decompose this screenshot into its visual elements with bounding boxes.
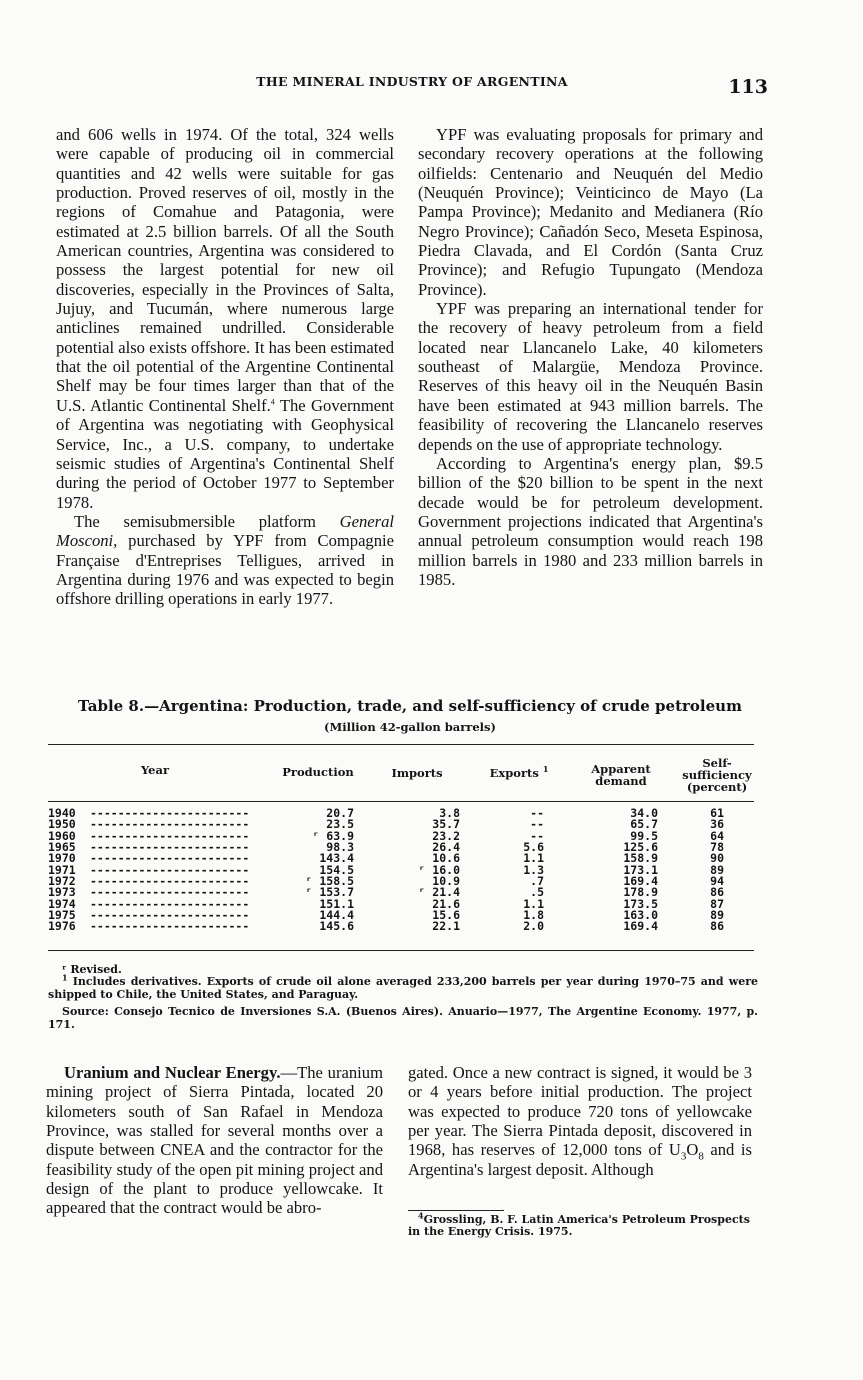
cell-imports: ʳ 16.0 bbox=[418, 862, 460, 877]
running-header-title: THE MINERAL INDUSTRY OF ARGENTINA bbox=[256, 74, 568, 89]
col-header-exports bbox=[478, 764, 560, 780]
note-text: Revised. bbox=[66, 963, 122, 976]
leader-dots: ----------------------- bbox=[90, 887, 250, 899]
cell-exports: 1.1 bbox=[523, 851, 544, 866]
leader-dots: ----------------------- bbox=[90, 819, 250, 831]
col-header-line: (percent) bbox=[686, 780, 748, 794]
top-right-column bbox=[418, 125, 763, 589]
cell-demand: 65.7 bbox=[630, 817, 658, 832]
page-number: 113 bbox=[728, 76, 768, 98]
note-mark: 1 bbox=[62, 972, 68, 983]
leader-dots: ----------------------- bbox=[90, 830, 250, 843]
paragraph bbox=[46, 1063, 383, 1218]
footnote-ref: 1 bbox=[542, 764, 549, 775]
cell-exports: 1.1 bbox=[523, 896, 544, 911]
table-title: Table 8.—Argentina: Production, trade, and self-sufficiency of crude petroleum bbox=[78, 697, 742, 715]
cell-self: 86 bbox=[710, 885, 724, 900]
cell-self: 86 bbox=[710, 919, 724, 934]
cell-imports: 35.7 bbox=[432, 817, 460, 832]
cell-demand: 163.0 bbox=[623, 908, 658, 923]
cell-exports: -- bbox=[530, 828, 544, 843]
cell-imports: ʳ 21.4 bbox=[418, 885, 460, 900]
paragraph-text: and 606 wells in 1974. Of the total, 324 wells were capable of producing oil in commercial quantities and 42 wells were suitable for gas production. Proved reserves of oil, mostly in the regions of Comahue and Patagonia, were estimated at 2.5 billion barrels. Of all the South American countries, Argentina was considered to possess the largest potential for new oil discoveries, especially in the Provinces of Salta, Jujuy, and Tucumán, where numerous large anticlines remained undrilled. Considerable potential also exists offshore. It has been estimated that the oil potential of the Argentine Continental Shelf may be four times larger than that of the U.S. Atlantic Continental Shelf. bbox=[56, 125, 394, 415]
production-table bbox=[48, 808, 754, 933]
cell-exports: .5 bbox=[530, 885, 544, 900]
paragraph-text: purchased by YPF from Compagnie Française d'Entreprises Telligues, arrived in Argentina during 1976 and was expected to begin offshore drilling operations in early 1977. bbox=[56, 531, 394, 609]
cell-demand: 34.0 bbox=[630, 806, 658, 820]
paragraph bbox=[408, 1063, 752, 1179]
page-footnote bbox=[408, 1210, 753, 1239]
col-header-exports-label: Exports bbox=[489, 766, 539, 780]
col-header-year: Year bbox=[140, 763, 170, 777]
table-subtitle: (Million 42-gallon barrels) bbox=[324, 720, 496, 734]
col-header-imports: Imports bbox=[391, 766, 443, 780]
cell-self: 64 bbox=[710, 828, 724, 843]
cell-imports: 23.2 bbox=[432, 828, 460, 843]
cell-exports: .7 bbox=[530, 874, 544, 889]
cell-imports: 15.6 bbox=[432, 908, 460, 923]
leader-dots: ----------------------- bbox=[90, 853, 250, 865]
footnote-text: Grossling, B. F. Latin America's Petroleum Prospects in the Energy Crisis. 1975. bbox=[408, 1213, 750, 1239]
cell-production: 143.4 bbox=[319, 851, 354, 866]
cell-self: 36 bbox=[710, 817, 724, 832]
table-top-rule bbox=[48, 744, 754, 745]
note-1 bbox=[48, 972, 758, 1001]
cell-demand: 158.9 bbox=[623, 851, 658, 866]
paragraph bbox=[56, 512, 394, 609]
col-header-line: Apparent bbox=[591, 762, 651, 776]
footnote-ref: 4 bbox=[270, 397, 275, 407]
table-source: Source: Consejo Tecnico de Inversiones S.A. (Buenos Aires). Anuario—1977, The Argentine Economy. 1977, p. 171. bbox=[48, 1005, 758, 1031]
subscript: 8 bbox=[698, 1150, 704, 1163]
cell-year: 1974 bbox=[48, 896, 76, 911]
note-text: Includes derivatives. Exports of crude oil alone averaged 233,200 barrels per year during 1970–75 and were shipped to Chile, the United States, and Paraguay. bbox=[48, 975, 758, 1001]
cell-self: 94 bbox=[710, 874, 724, 889]
cell-year: 1970 bbox=[48, 851, 76, 866]
cell-self: 87 bbox=[710, 896, 724, 911]
section-heading: Uranium and Nuclear Energy. bbox=[64, 1063, 281, 1082]
cell-year: 1973 bbox=[48, 885, 76, 900]
cell-exports: -- bbox=[530, 806, 544, 820]
cell-year: 1975 bbox=[48, 908, 76, 923]
paragraph: YPF was evaluating proposals for primary and secondary recovery operations at the following oilfields: Centenario and Neuquén del Medio (Neuquén Province); Veinticinco de Mayo (La Pampa Province); Medanito and Medianera (Río Negro Province); Cañadón Seco, Meseta Espinosa, Piedra Clavada, and El Cordón (Santa Cruz Province); and Refugio Tupungato (Mendoza Province). bbox=[418, 125, 763, 299]
cell-demand: 173.5 bbox=[623, 896, 658, 911]
paragraph-text: O bbox=[686, 1140, 699, 1160]
cell-imports: 3.8 bbox=[439, 806, 460, 820]
paragraph-text: gated. Once a new contract is signed, it would be 3 or 4 years before initial production. The project was expected to produce 720 tons of yellowcake per year. The Sierra Pintada deposit, discovered in 1968, has reserves of 12,000 tons of U bbox=[408, 1063, 752, 1160]
leader-dots: ----------------------- bbox=[90, 910, 250, 922]
cell-production: 145.6 bbox=[319, 919, 354, 934]
paragraph: YPF was preparing an international tender for the recovery of heavy petroleum from a field located near Llancanelo Lake, 40 kilometers southeast of Malargüe, Mendoza Province. Reserves of this heavy oil in the Neuquén Basin have been estimated at 943 million barrels. The feasibility of recovering the Llancanelo reserves depends on the use of appropriate technology. bbox=[418, 299, 763, 454]
cell-demand: 169.4 bbox=[623, 874, 658, 889]
leader-dots: ----------------------- bbox=[90, 921, 250, 933]
cell-production: ʳ 153.7 bbox=[305, 885, 354, 900]
cell-exports: 5.6 bbox=[523, 840, 544, 855]
cell-exports: -- bbox=[530, 817, 544, 832]
leader-dots: ----------------------- bbox=[90, 808, 250, 820]
cell-production: 144.4 bbox=[319, 908, 354, 923]
cell-self: 89 bbox=[710, 908, 724, 923]
leader-dots: ----------------------- bbox=[90, 876, 250, 888]
leader-dots: ----------------------- bbox=[90, 842, 250, 854]
paragraph-text: and is Argentina's largest deposit. Although bbox=[408, 1140, 753, 1179]
cell-production: 23.5 bbox=[326, 817, 354, 832]
col-header-line: sufficiency bbox=[682, 768, 752, 782]
paragraph-text: The Government of Argentina was negotiating with Geophysical Service, Inc., a U.S. company, to undertake seismic studies of Argentina's Continental Shelf during the period of October 1977 to September 1978. bbox=[56, 395, 394, 512]
subscript: 3 bbox=[680, 1150, 687, 1163]
cell-production: 98.3 bbox=[326, 840, 354, 855]
paragraph-text: The semisubmersible platform bbox=[74, 511, 340, 531]
cell-production: 20.7 bbox=[326, 806, 354, 820]
cell-exports: 2.0 bbox=[523, 919, 544, 934]
cell-demand: 173.1 bbox=[623, 862, 658, 877]
table-row bbox=[48, 921, 754, 932]
note-mark: ʳ bbox=[62, 963, 67, 976]
footnote-mark: 4 bbox=[418, 1210, 424, 1221]
bottom-left-column bbox=[46, 1063, 383, 1218]
cell-year: 1971 bbox=[48, 862, 76, 877]
col-header-production: Production bbox=[282, 765, 354, 779]
cell-year: 1950 bbox=[48, 817, 76, 832]
cell-demand: 125.6 bbox=[623, 840, 658, 855]
table-bottom-rule bbox=[48, 950, 754, 951]
col-header-line: demand bbox=[595, 774, 647, 788]
cell-year: 1965 bbox=[48, 840, 76, 855]
cell-imports: 26.4 bbox=[432, 840, 460, 855]
col-header-apparent-demand bbox=[580, 763, 662, 787]
cell-year: 1976 bbox=[48, 919, 76, 934]
cell-exports: 1.3 bbox=[523, 862, 544, 877]
cell-self: 61 bbox=[710, 806, 724, 820]
cell-demand: 178.9 bbox=[623, 885, 658, 900]
leader-dots: ----------------------- bbox=[90, 898, 250, 911]
col-header-self-sufficiency bbox=[676, 757, 758, 793]
cell-imports: 22.1 bbox=[432, 919, 460, 934]
cell-self: 89 bbox=[710, 862, 724, 877]
paragraph bbox=[56, 125, 394, 512]
cell-demand: 169.4 bbox=[623, 919, 658, 934]
table-notes bbox=[48, 964, 758, 1031]
cell-production: ʳ 63.9 bbox=[312, 828, 354, 843]
paragraph: According to Argentina's energy plan, $9.5 billion of the $20 billion to be spent in the next decade would be for petroleum development. Government projections indicated that Argentina's annual petroleum consumption would reach 198 million barrels in 1980 and 233 million barrels in 1985. bbox=[418, 453, 763, 589]
cell-exports: 1.8 bbox=[523, 908, 544, 923]
table-header-rule bbox=[48, 801, 754, 802]
paragraph-text: —The uranium mining project of Sierra Pintada, located 20 kilometers south of San Rafael in Mendoza Province, was stalled for several months over a dispute between CNEA and the contractor for the feasibility study of the open pit mining project and design of the plant to produce yellowcake. It appeared that the contract would be abro- bbox=[46, 1063, 383, 1218]
cell-production: ʳ 158.5 bbox=[305, 874, 354, 889]
leader-dots: ----------------------- bbox=[90, 864, 250, 877]
cell-imports: 21.6 bbox=[432, 896, 460, 911]
top-left-column bbox=[56, 125, 394, 609]
cell-year: 1940 bbox=[48, 806, 76, 820]
cell-self: 90 bbox=[710, 851, 724, 866]
bottom-right-column bbox=[408, 1063, 752, 1179]
cell-production: 151.1 bbox=[319, 896, 354, 911]
cell-imports: 10.9 bbox=[432, 874, 460, 889]
cell-year: 1960 bbox=[48, 828, 76, 843]
cell-production: 154.5 bbox=[319, 862, 354, 877]
platform-name: General Mosconi, bbox=[56, 511, 394, 551]
cell-imports: 10.6 bbox=[432, 851, 460, 866]
cell-demand: 99.5 bbox=[630, 828, 658, 843]
cell-year: 1972 bbox=[48, 874, 76, 889]
cell-self: 78 bbox=[710, 840, 724, 855]
col-header-line: Self- bbox=[702, 756, 732, 770]
